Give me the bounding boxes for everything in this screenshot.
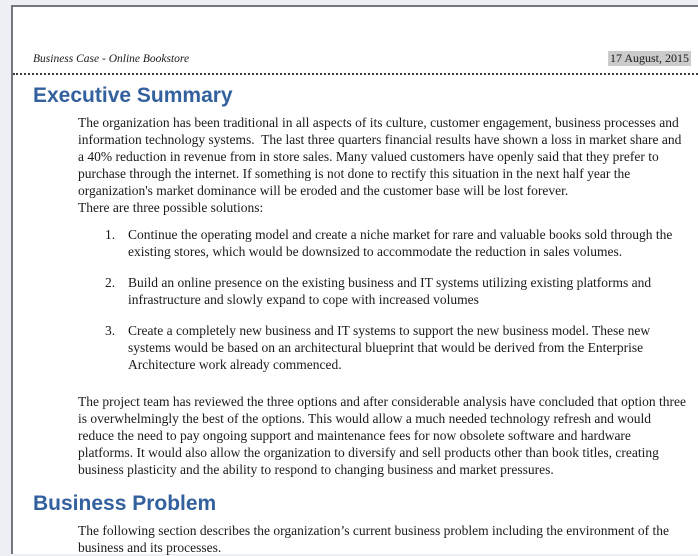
list-item (105, 274, 689, 308)
executive-summary-conclusion-paragraph: The project team has reviewed the three options and after considerable analysis have concluded that option three is overwhelmingly the best of the options. This would allow a much needed technology refresh and would reduce the need to pay ongoing support and maintenance fees for now obsolete software and hardware platforms. It would also allow the organization to diversify and sell products other than book titles, creating business plasticity and the ability to respond to changing business and market pressures. (78, 394, 690, 477)
header-date-field: 17 August, 2015 (609, 51, 689, 65)
page-header (13, 51, 698, 75)
section-heading-executive-summary: Executive Summary (33, 84, 233, 107)
list-item-number: 2. (105, 275, 116, 290)
list-item-number: 3. (105, 323, 116, 338)
header-title: Business Case - Online Bookstore (33, 53, 190, 65)
solutions-lead-line: There are three possible solutions: (78, 200, 264, 215)
business-problem-intro-paragraph: The following section describes the organization’s current business problem including the environment of the business and its processes. (78, 523, 673, 555)
section-heading-business-problem: Business Problem (33, 492, 217, 515)
executive-summary-intro-paragraph: The organization has been traditional in all aspects of its culture, customer engagement, business processes and information technology systems. The last three quarters financial results have shown a loss in market share and a 40% reduction in revenue from in store sales. Many valued customers have openly said that they prefer to purchase through the internet. If something is not done to rectify this situation in the next half year the organization's market dominance will be eroded and the customer base will be lost forever. (78, 115, 685, 198)
list-item-text: Continue the operating model and create a niche market for rare and valuable books sold through the existing stores, which would be downsized to accommodate the reduction in sales volumes. (128, 227, 673, 259)
numbered-list (13, 226, 698, 373)
list-item-text: Create a completely new business and IT systems to support the new business model. These new systems would be based on an architectural blueprint that would be derived from the Enterprise Architecture work already commenced. (128, 323, 651, 372)
list-item-text: Build an online presence on the existing business and IT systems utilizing existing platforms and infrastructure and slowly expand to cope with increased volumes (128, 275, 652, 307)
list-item (105, 322, 689, 373)
list-item (105, 226, 689, 260)
document-page (11, 5, 698, 554)
list-item-number: 1. (105, 227, 116, 242)
